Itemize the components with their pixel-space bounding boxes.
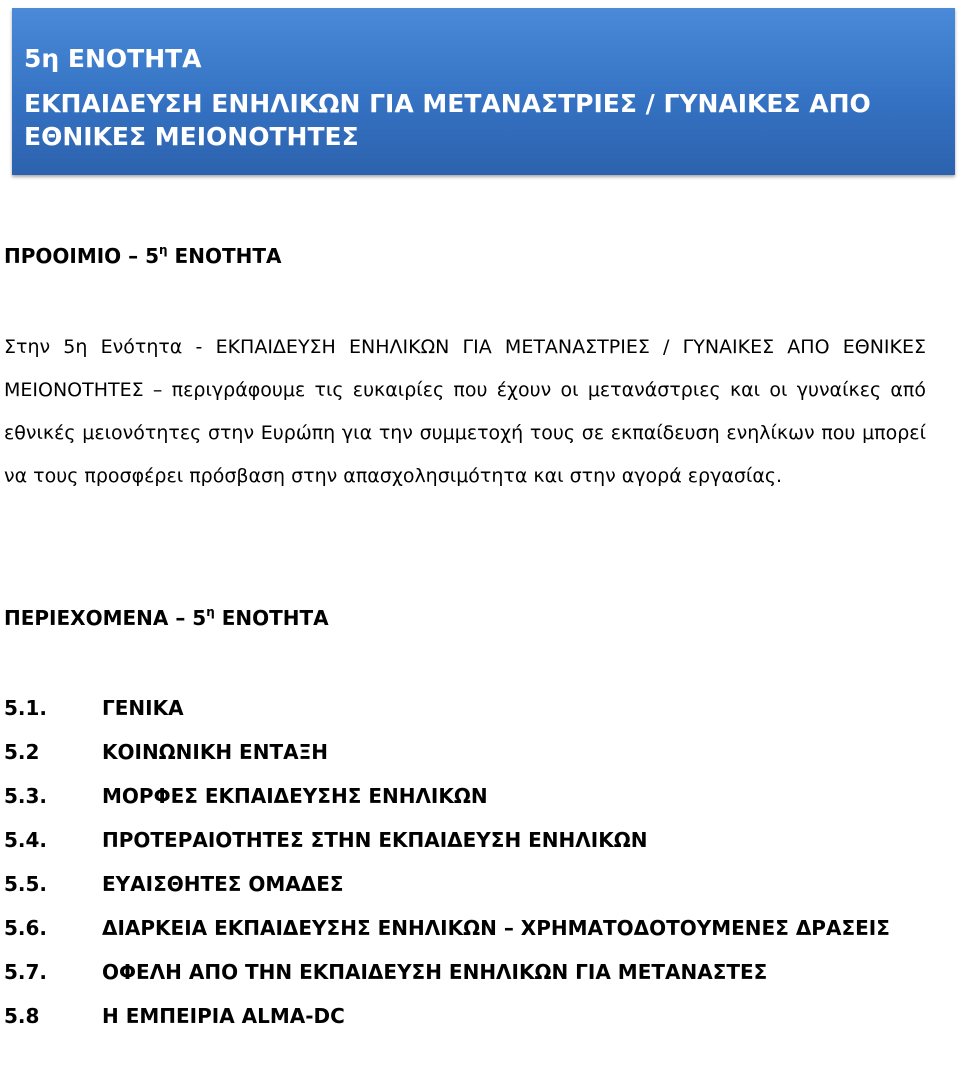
toc-item-number: 5.5. — [4, 872, 48, 896]
toc-item-title: ΕΥΑΙΣΘΗΤΕΣ ΟΜΑΔΕΣ — [102, 872, 344, 896]
contents-heading — [4, 605, 329, 631]
toc-item[interactable] — [4, 994, 934, 1038]
preface-heading — [4, 243, 281, 269]
toc-item-number: 5.4. — [4, 828, 48, 852]
banner-title: 5η ΕΝΟΤΗΤΑ — [24, 44, 202, 73]
toc-item-title: ΚΟΙΝΩΝΙΚΗ ΕΝΤΑΞΗ — [102, 740, 328, 764]
contents-heading-suffix: ΕΝΟΤΗΤΑ — [214, 606, 329, 630]
contents-heading-prefix: ΠΕΡΙΕΧΟΜΕΝΑ – 5 — [4, 606, 207, 630]
banner-subtitle: ΕΚΠΑΙΔΕΥΣΗ ΕΝΗΛΙΚΩΝ ΓΙΑ ΜΕΤΑΝΑΣΤΡΙΕΣ / ΓΥΝΑΙΚΕΣ ΑΠΟ ΕΘΝΙΚΕΣ ΜΕΙΟΝΟΤΗΤΕΣ — [24, 89, 871, 151]
preface-heading-prefix: ΠΡΟΟΙΜΙΟ – 5 — [4, 244, 160, 268]
toc-item[interactable] — [4, 774, 934, 818]
table-of-contents — [4, 686, 934, 1038]
toc-item-title: ΔΙΑΡΚΕΙΑ ΕΚΠΑΙΔΕΥΣΗΣ ΕΝΗΛΙΚΩΝ – ΧΡΗΜΑΤΟΔΟΤΟΥΜΕΝΕΣ ΔΡΑΣΕΙΣ — [102, 916, 890, 940]
toc-item[interactable] — [4, 906, 934, 950]
toc-item-number: 5.7. — [4, 960, 48, 984]
toc-item[interactable] — [4, 950, 934, 994]
preface-heading-suffix: ΕΝΟΤΗΤΑ — [167, 244, 282, 268]
toc-item-title: ΓΕΝΙΚΑ — [102, 696, 184, 720]
toc-item-title: Η ΕΜΠΕΙΡΙΑ ALMA-DC — [102, 1004, 345, 1028]
toc-item[interactable] — [4, 862, 934, 906]
toc-item-number: 5.6. — [4, 916, 48, 940]
toc-item-number: 5.2 — [4, 740, 40, 764]
toc-item-title: ΠΡΟΤΕΡΑΙΟΤΗΤΕΣ ΣΤΗΝ ΕΚΠΑΙΔΕΥΣΗ ΕΝΗΛΙΚΩΝ — [102, 828, 648, 852]
preface-heading-sup: η — [159, 243, 168, 257]
section-banner — [12, 8, 955, 175]
toc-item[interactable] — [4, 818, 934, 862]
toc-item[interactable] — [4, 730, 934, 774]
toc-item-number: 5.8 — [4, 1004, 40, 1028]
contents-heading-sup: η — [206, 605, 215, 619]
toc-item-title: ΜΟΡΦΕΣ ΕΚΠΑΙΔΕΥΣΗΣ ΕΝΗΛΙΚΩΝ — [102, 784, 488, 808]
toc-item-number: 5.3. — [4, 784, 48, 808]
toc-item-title: ΟΦΕΛΗ ΑΠΟ ΤΗΝ ΕΚΠΑΙΔΕΥΣΗ ΕΝΗΛΙΚΩΝ ΓΙΑ ΜΕΤΑΝΑΣΤΕΣ — [102, 960, 768, 984]
toc-item[interactable] — [4, 686, 934, 730]
preface-text: Στην 5η Ενότητα - ΕΚΠΑΙΔΕΥΣΗ ΕΝΗΛΙΚΩΝ ΓΙΑ ΜΕΤΑΝΑΣΤΡΙΕΣ / ΓΥΝΑΙΚΕΣ ΑΠΟ ΕΘΝΙΚΕΣ ΜΕΙΟΝΟΤΗΤΕΣ – περιγράφουμε τις ευκαιρίες που έχουν οι μετανάστριες και οι γυναίκες από εθνικές μειονότητες στην Ευρώπη για την συμμετοχή τους σε εκπαίδευση ενηλίκων που μπορεί να τους προσφέρει πρόσβαση στην απασχολησιμότητα και στην αγορά εργασίας. — [4, 336, 926, 487]
toc-item-number: 5.1. — [4, 696, 48, 720]
